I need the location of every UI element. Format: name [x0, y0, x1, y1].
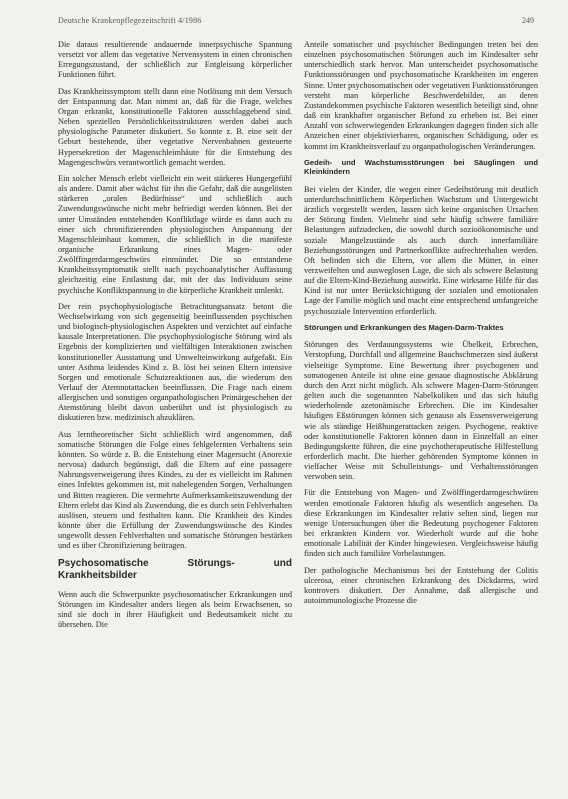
subsection-heading: Störungen und Erkrankungen des Magen-Darm-Traktes — [304, 322, 504, 332]
paragraph: Störungen des Verdauungssystems wie Übelkeit, Erbrechen, Verstopfung, Durchfall und allgemeine Bauchschmerzen sind äußerst vielseitige Symptome. Eine Bewertung ihrer psychogenen und somatogenen Anteile ist ohne eine genaue diagnostische Abklärung durch den Arzt nicht möglich. Als schwere Magen-Darm-Störungen gelten auch die sogenannten Nabelkoliken und das sich häufig wiederholende azetonämische Erbrechen. Die im Kindesalter häufigen Eßstörungen können sich genauso als Essensverweigerung wie als ständige Heißhungerattacken zeigen. Psychogene, reaktive oder konstitutionelle Faktoren können dann in Einzelfall an einer Bedingungskette führen, die eine psychotherapeutische Hilfestellung erforderlich macht. Die hierher gehörenden Symptome können in vielfacher Weise mit Schulleistungs- und Verhaltensstörungen verwoben sein. — [304, 340, 538, 482]
paragraph: Das Krankheitssymptom stellt dann eine Notlösung mit dem Versuch der Entspannung dar. Man nimmt an, daß für die Frage, welches Organ erkrankt, konstitutionelle Faktoren ausschlaggebend sind. Neben speziellen Persönlichkeitsstrukturen werden dabei auch physiologische Parameter diskutiert. So konnte z. B. eine seit der Geburt bestehende, über vegetative Nervenbahnen gesteuerte Hypersekretion der Magenschleimhäute für die Entstehung des Magengeschwürs verantwortlich gemacht werden. — [58, 86, 292, 167]
running-head: Deutsche Krankenpflegezeitschrift 4/1986 — [58, 16, 202, 25]
paragraph: Anteile somatischer und psychischer Bedingungen treten bei den einzelnen psychosomatischen Störungen auch im Kindesalter sehr unterschiedlich stark hervor. Man unterscheidet psychosomatische Funktionsstörungen und psychosomatische Krankheiten im engeren Sinne. Unter psychosomatischen oder vegetativen Funktionsstörungen versteht man körperliche Beschwerdebilder, an deren Zustandekommen psychische Faktoren wesentlich beteiligt sind, ohne daß ein krankhafter organischer Befund zu erheben ist. Bei einer Anzahl von schwerwiegenden Erkrankungen dagegen finden sich alle Anzeichen einer objektivierbaren, organischen Schädigung, oder es kommt im Krankheitsverlauf zu organpathologischen Veränderungen. — [304, 40, 538, 151]
page-number: 249 — [522, 16, 534, 25]
left-column — [58, 40, 292, 636]
paragraph: Wenn auch die Schwerpunkte psychosomatischer Erkrankungen und Störungen im Kindesalter anders liegen als beim Erwachsenen, so sind sie doch in ihrer Häufigkeit und Bedeutsamkeit nicht zu übersehen. Die — [58, 589, 292, 629]
paragraph: Aus lerntheoretischer Sicht schließlich wird angenommen, daß somatische Störungen die Folge eines fehlgelernten Verhaltens sein könnten. So würde z. B. die Entstehung einer Magersucht (Anorexie nervosa) dadurch begünstigt, daß die Eltern auf eine passagere Nahrungsverweigerung ihres Kindes, zu der es vielleicht im Rahmen eines Infektes gekommen ist, mit nahelegenden Sorgen, Verhaltungen und Bitten reagieren. Die vermehrte Aufmerksamkeitszuwendung der Eltern erlebt das Kind als Zuwendung, die es durch sein Fehlverhalten auslösen, steuern und festhalten kann. Die Krankheit des Kindes könnte über die Erfüllung der Zuwendungswünsche des Kindes ungewollt dessen Fehlverhalten und somatische Störungen bestärken und es über Chronifizierung beitragen. — [58, 429, 292, 551]
paragraph: Die daraus resultierende andauernde innerpsychische Spannung versetzt vor allem das vegetative Nervensystem in einen chronischen Erregungszustand, der schließlich zur Entgleisung körperlicher Funktionen führt. — [58, 40, 292, 80]
paragraph: Der rein psychophysiologische Betrachtungsansatz betont die Wechselwirkung von sich gegenseitig beeinflussenden psychischen und biologisch-physiologischen Aspekten und verzichtet auf einfache kausale Interpretationen. Die psychophysiologische Störung wird als Ergebnis der komplizierten und vielfältigen Interaktionen zwischen konstitutioneller Ausstattung und Umwelteinwirkung aufgefaßt. Ein unter Asthma leidendes Kind z. B. löst bei seinen Eltern intensive Sorgen und emotionale Schutzreaktionen aus, die wiederum den Verlauf der Atemnotattacken beeinflussen. Die Frage nach einem allergischen und sonstigen organpathologischen Primärgeschehen der Atemstörung bleibt davon unberührt und ist physiologisch zu diskutieren bzw. medizinisch abzuklären. — [58, 301, 292, 423]
subsection-heading: Gedeih- und Wachstumsstörungen bei Säuglingen und Kleinkindern — [304, 157, 538, 177]
paragraph: Ein solcher Mensch erlebt vielleicht ein weit stärkeres Hungergefühl als andere. Damit aber wächst für ihn die Gefahr, daß die ausgelösten stärkeren „oralen Bedürfnisse“ und schließlich auch Zuwendungswünsche nicht mehr befriedigt werden können. Bei der unter Umständen entstehenden Konfliktlage würde es dann auch zu einer sich chronifizierenden physiologischen Anspannung der Magenschleimhaut kommen, die schließlich in die manifeste organische Erkrankung eines Magen- oder Zwölffingerdarmgeschwürs einmündet. Die so entstandene Krankheitssymptomatik stellt nach psychoanalytischer Auffassung gleichzeitig eine Entlastung dar, mit der das Individuum seine psychische Konfliktspannung in die körperliche Krankheit umlenkt. — [58, 173, 292, 295]
paragraph: Bei vielen der Kinder, die wegen einer Gedeihstörung mit deutlich unterdurchschnittlichem Körperlichen Wachstum und Untergewicht ärztlich vorgestellt werden, lassen sich keine organischen Ursachen der Störung finden. Vielmehr sind sehr häufig schwere familiäre Belastungen aufzudecken, die sowohl durch sozioökonomische und soziale Mangelzustände als auch durch innerfamiliäre Beziehungsstörungen und Partnerkonflikte aufrechterhalten werden. Oft befinden sich die Eltern, vor allem die Mütter, in einer verzweifelten und ausweglosen Lage, die sich als schwere Belastung auf die Eltern-Kind-Beziehung auswirkt. Eine wirksame Hilfe für das Kind ist nur unter Berücksichtigung der sozialen und emotionalen Lage der Familie möglich und macht eine entsprechend umfangreiche psychosoziale Intervention erforderlich. — [304, 184, 538, 316]
section-heading: Psychosomatische Störungs- und Krankheitsbilder — [58, 557, 292, 581]
paragraph: Für die Entstehung von Magen- und Zwölffingerdarmgeschwüren werden emotionale Faktoren häufig als wesentlich angesehen. Da diese Erkrankungen im Kindesalter relativ selten sind, liegen nur wenige Untersuchungen über die Bedeutung psychogener Faktoren bei erkrankten Kindern vor. Wiederholt wurde auf die hohe emotionale Labilität der Kinder hingewiesen. Vergleichsweise häufig finden sich auch familiäre Vorbelastungen. — [304, 488, 538, 559]
paragraph: Der pathologische Mechanismus bei der Entstehung der Colitis ulcerosa, einer chronischen Erkrankung des Dickdarms, wird kontrovers diskutiert. Der Annahme, daß allergische und autoimmunologische Prozesse die — [304, 565, 538, 605]
right-column — [304, 40, 538, 612]
